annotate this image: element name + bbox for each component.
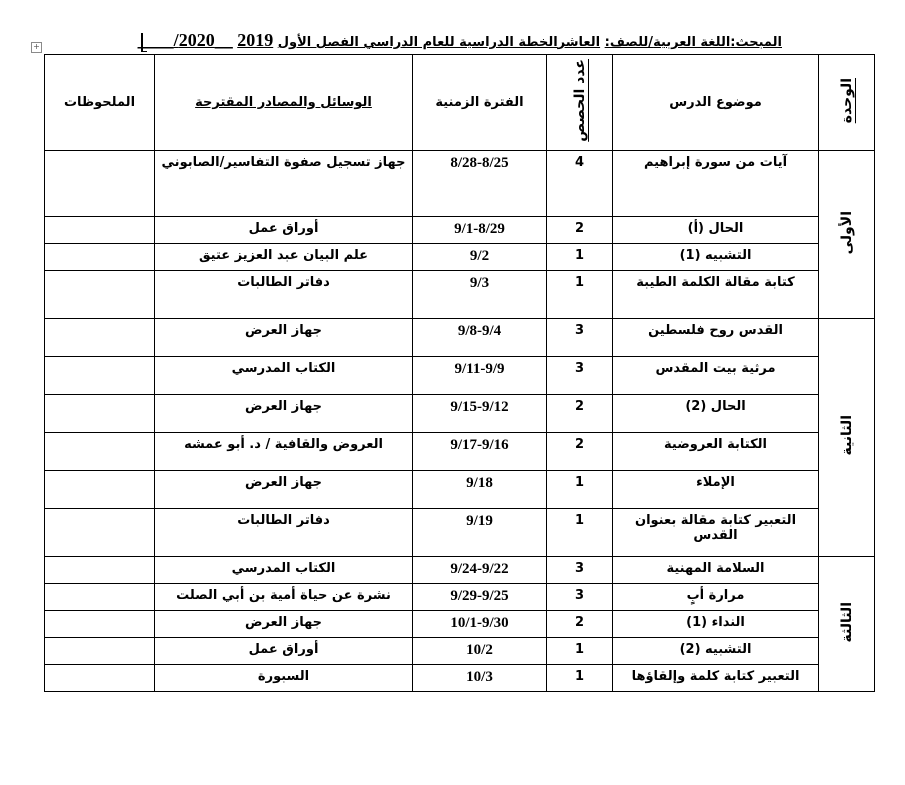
count-cell: 1 [547,243,613,270]
table-header-row [45,55,875,151]
count-cell: 1 [547,508,613,556]
topic-cell: النداء (1) [613,610,819,637]
unit-cell-2: الثانية [819,318,875,556]
notes-cell [45,556,155,583]
count-cell: 2 [547,610,613,637]
period-cell: 10/1-9/30 [413,610,547,637]
period-cell: 9/15-9/12 [413,394,547,432]
notes-cell [45,270,155,318]
topic-cell: التشبيه (2) [613,637,819,664]
count-cell: 2 [547,432,613,470]
notes-cell [45,318,155,356]
period-cell: 9/18 [413,470,547,508]
notes-cell [45,243,155,270]
table-row [45,508,875,556]
notes-cell [45,356,155,394]
unit-cell-1: الأولى [819,150,875,318]
topic-cell: مرارة أبٍ [613,583,819,610]
subject-value: اللغة العربية [653,35,731,50]
period-cell: 9/2 [413,243,547,270]
period-cell: 9/8-9/4 [413,318,547,356]
col-topic: موضوع الدرس [613,55,819,151]
period-cell: 9/17-9/16 [413,432,547,470]
col-notes: الملحوظات [45,55,155,151]
period-cell: 9/1-8/29 [413,216,547,243]
notes-cell [45,637,155,664]
notes-cell [45,150,155,216]
col-count: عدد الحصص [547,55,613,151]
table-row [45,270,875,318]
period-cell: 8/28-8/25 [413,150,547,216]
count-cell: 3 [547,356,613,394]
topic-cell: آيات من سورة إبراهيم [613,150,819,216]
tools-cell: جهاز العرض [155,394,413,432]
table-row [45,637,875,664]
notes-cell [45,508,155,556]
col-tools: الوسائل والمصادر المقترحة [155,55,413,151]
class-value: العاشر [557,35,601,50]
notes-cell [45,394,155,432]
period-cell: 9/24-9/22 [413,556,547,583]
period-cell: 9/11-9/9 [413,356,547,394]
col-unit: الوحدة [819,55,875,151]
tools-cell: السبورة [155,664,413,691]
tools-cell: جهاز العرض [155,610,413,637]
count-cell: 3 [547,556,613,583]
tools-cell: الكتاب المدرسي [155,356,413,394]
count-cell: 1 [547,270,613,318]
table-row [45,432,875,470]
notes-cell [45,216,155,243]
notes-cell [45,583,155,610]
notes-cell [45,664,155,691]
count-cell: 3 [547,318,613,356]
table-row [45,394,875,432]
topic-cell: التشبيه (1) [613,243,819,270]
count-cell: 1 [547,664,613,691]
subject-label: المبحث: [730,35,782,50]
topic-cell: الحال (2) [613,394,819,432]
topic-cell: القدس روح فلسطين [613,318,819,356]
table-row [45,216,875,243]
notes-cell [45,470,155,508]
topic-cell: التعبير كتابة كلمة وإلقاؤها [613,664,819,691]
table-row [45,243,875,270]
count-cell: 3 [547,583,613,610]
count-cell: 2 [547,216,613,243]
tools-cell: أوراق عمل [155,637,413,664]
study-plan-table [44,54,875,692]
table-row [45,664,875,691]
topic-cell: الإملاء [613,470,819,508]
table-row [45,583,875,610]
tools-cell: جهاز تسجيل صفوة التفاسير/الصابوني [155,150,413,216]
class-label: /للصف: [604,35,654,50]
tools-cell: العروض والقافية / د. أبو عمشه [155,432,413,470]
topic-cell: التعبير كتابة مقالة بعنوان القدس [613,508,819,556]
count-cell: 2 [547,394,613,432]
col-period: الفترة الزمنية [413,55,547,151]
count-cell: 4 [547,150,613,216]
count-cell: 1 [547,637,613,664]
table-row [45,470,875,508]
topic-cell: السلامة المهنية [613,556,819,583]
topic-cell: الكتابة العروضية [613,432,819,470]
count-cell: 1 [547,470,613,508]
table-row [45,318,875,356]
topic-cell: مرثية بيت المقدس [613,356,819,394]
unit-cell-3: الثالثة [819,556,875,691]
year-start: 2019 [237,30,274,50]
table-row [45,356,875,394]
period-cell: 9/29-9/25 [413,583,547,610]
topic-cell: كتابة مقالة الكلمة الطيبة [613,270,819,318]
table-row [45,610,875,637]
period-cell: 9/3 [413,270,547,318]
plan-title: الخطة الدراسية للعام الدراسي الفصل الأول [277,35,558,50]
year-end: __2020/____ [137,30,233,50]
tools-cell: علم البيان عبد العزيز عتيق [155,243,413,270]
period-cell: 10/2 [413,637,547,664]
tools-cell: جهاز العرض [155,318,413,356]
tools-cell: أوراق عمل [155,216,413,243]
notes-cell [45,610,155,637]
table-row [45,556,875,583]
tools-cell: دفاتر الطالبات [155,270,413,318]
topic-cell: الحال (أ) [613,216,819,243]
table-row [45,150,875,216]
document-header [137,30,782,52]
tools-cell: جهاز العرض [155,470,413,508]
period-cell: 10/3 [413,664,547,691]
tools-cell: نشرة عن حياة أمية بن أبي الصلت [155,583,413,610]
tools-cell: دفاتر الطالبات [155,508,413,556]
table-move-handle-icon[interactable]: + [31,42,42,53]
tools-cell: الكتاب المدرسي [155,556,413,583]
period-cell: 9/19 [413,508,547,556]
notes-cell [45,432,155,470]
